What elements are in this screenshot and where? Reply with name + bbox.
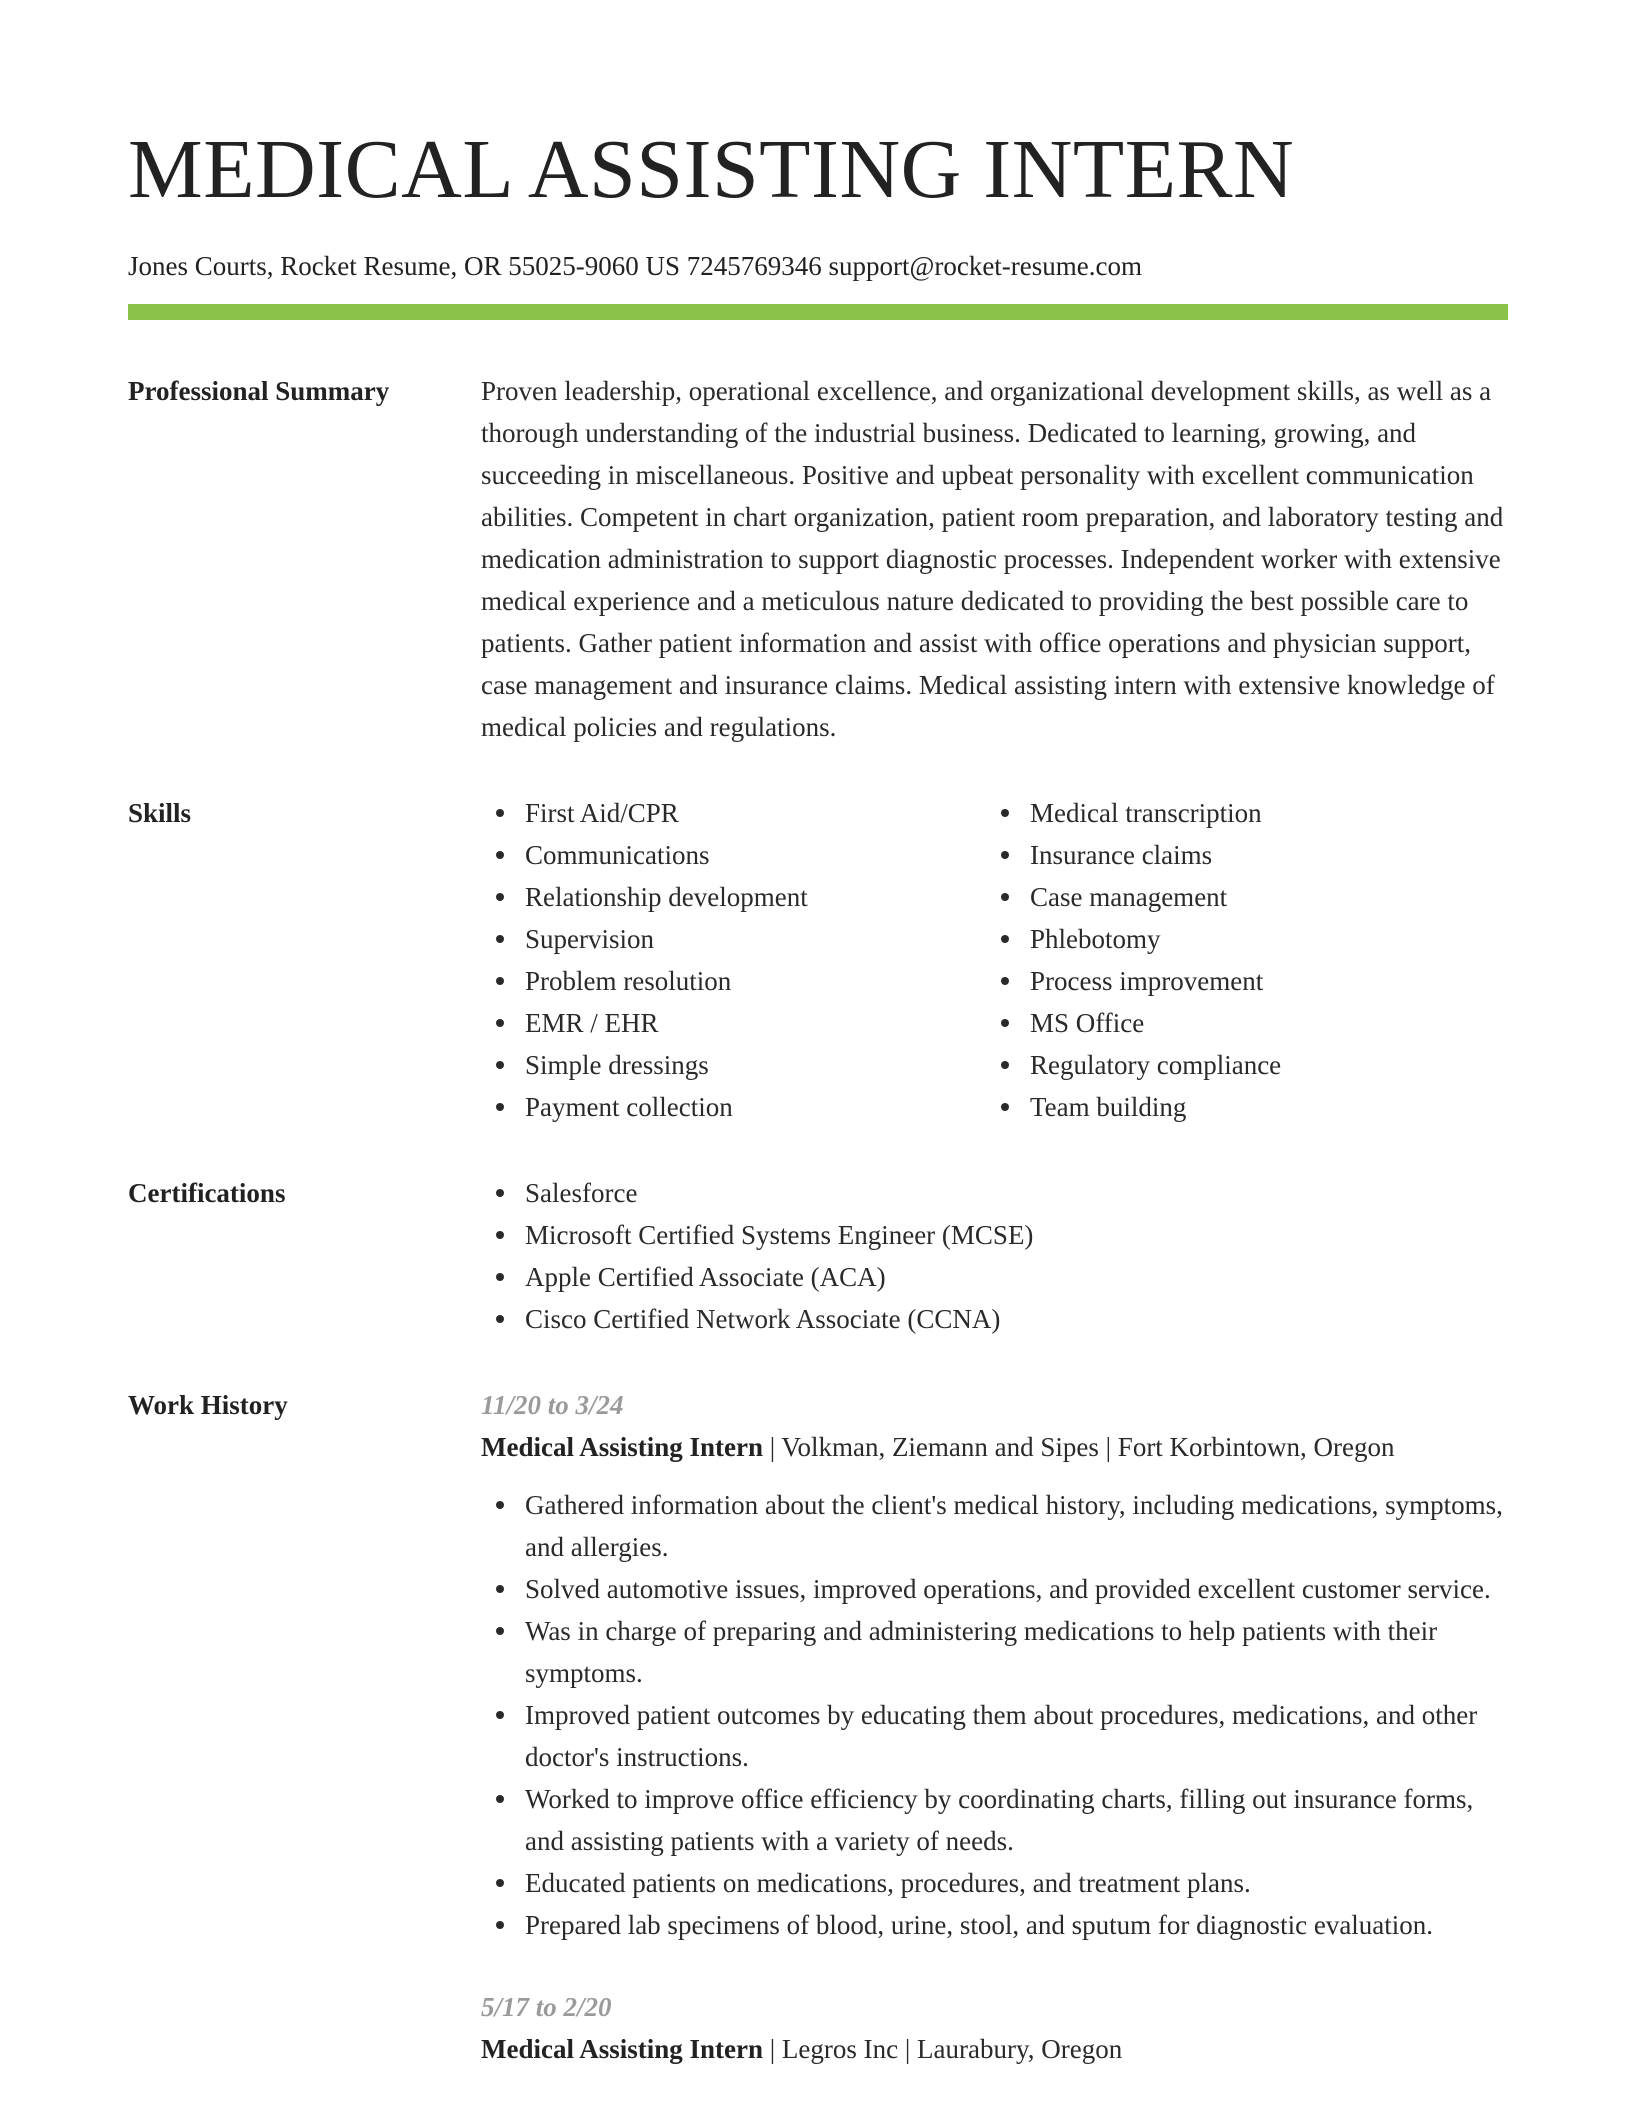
skill-item: Phlebotomy [1030,918,1491,960]
skill-item: Problem resolution [525,960,986,1002]
job-employer-location: | Volkman, Ziemann and Sipes | Fort Korbintown, Oregon [763,1432,1395,1462]
section-title-summary: Professional Summary [128,376,390,406]
skill-item: Team building [1030,1086,1491,1128]
skill-item: Payment collection [525,1086,986,1128]
skill-item: MS Office [1030,1002,1491,1044]
skills-list-right [986,792,1491,1128]
job-entry [481,1384,1508,1946]
skills-section [128,792,1508,1128]
job-heading [481,2028,1508,2070]
job-duty-item: Prepared lab specimens of blood, urine, stool, and sputum for diagnostic evaluation. [525,1904,1508,1946]
certification-item: Salesforce [525,1172,1508,1214]
certification-item: Microsoft Certified Systems Engineer (MCSE) [525,1214,1508,1256]
skill-item: Relationship development [525,876,986,918]
summary-section [128,370,1508,748]
skill-item: Simple dressings [525,1044,986,1086]
skill-item: Communications [525,834,986,876]
job-dates: 11/20 to 3/24 [481,1390,624,1420]
job-duty-item: Solved automotive issues, improved operations, and provided excellent customer service. [525,1568,1508,1610]
skill-item: Supervision [525,918,986,960]
summary-text: Proven leadership, operational excellence, and organizational development skills, as well as a thorough understanding of the industrial business. Dedicated to learning, growing, and succeeding in miscellaneous. Positive and upbeat personality with excellent communication abilities. Competent in chart organization, patient room preparation, and laboratory testing and medication administration to support diagnostic processes. Independent worker with extensive medical experience and a meticulous nature dedicated to providing the best possible care to patients. Gather patient information and assist with office operations and physician support, case management and insurance claims. Medical assisting intern with extensive knowledge of medical policies and regulations. [481,376,1504,742]
job-title: Medical Assisting Intern [481,2034,764,2064]
section-title-skills: Skills [128,798,192,828]
job-employer-location: | Legros Inc | Laurabury, Oregon [763,2034,1123,2064]
certification-item: Cisco Certified Network Associate (CCNA) [525,1298,1508,1340]
section-title-work-history: Work History [128,1390,288,1420]
job-duty-item: Worked to improve office efficiency by coordinating charts, filling out insurance forms, and assisting patients with a variety of needs. [525,1778,1508,1862]
skill-item: Case management [1030,876,1491,918]
skill-item: Regulatory compliance [1030,1044,1491,1086]
certifications-section [128,1172,1508,1340]
skill-item: Process improvement [1030,960,1491,1002]
job-entry [481,1986,1508,2070]
certifications-list [481,1172,1508,1340]
section-title-certifications: Certifications [128,1178,286,1208]
accent-divider [128,304,1508,320]
skills-list-left [481,792,986,1128]
skill-item: Insurance claims [1030,834,1491,876]
job-duty-item: Educated patients on medications, procedures, and treatment plans. [525,1862,1508,1904]
job-duties-list [481,1484,1508,1946]
job-heading [481,1426,1508,1468]
job-duty-item: Gathered information about the client's medical history, including medications, symptoms, and allergies. [525,1484,1508,1568]
resume-page [128,0,1508,2070]
certification-item: Apple Certified Associate (ACA) [525,1256,1508,1298]
resume-name: MEDICAL ASSISTING INTERN [128,123,1295,216]
skill-item: Medical transcription [1030,792,1491,834]
job-title: Medical Assisting Intern [481,1432,764,1462]
work-history-section [128,1384,1508,2070]
job-duty-item: Was in charge of preparing and administering medications to help patients with their symptoms. [525,1610,1508,1694]
contact-line: Jones Courts, Rocket Resume, OR 55025-9060 US 7245769346 support@rocket-resume.com [128,251,1143,281]
job-dates: 5/17 to 2/20 [481,1992,612,2022]
skill-item: EMR / EHR [525,1002,986,1044]
job-duty-item: Improved patient outcomes by educating them about procedures, medications, and other doctor's instructions. [525,1694,1508,1778]
skill-item: First Aid/CPR [525,792,986,834]
